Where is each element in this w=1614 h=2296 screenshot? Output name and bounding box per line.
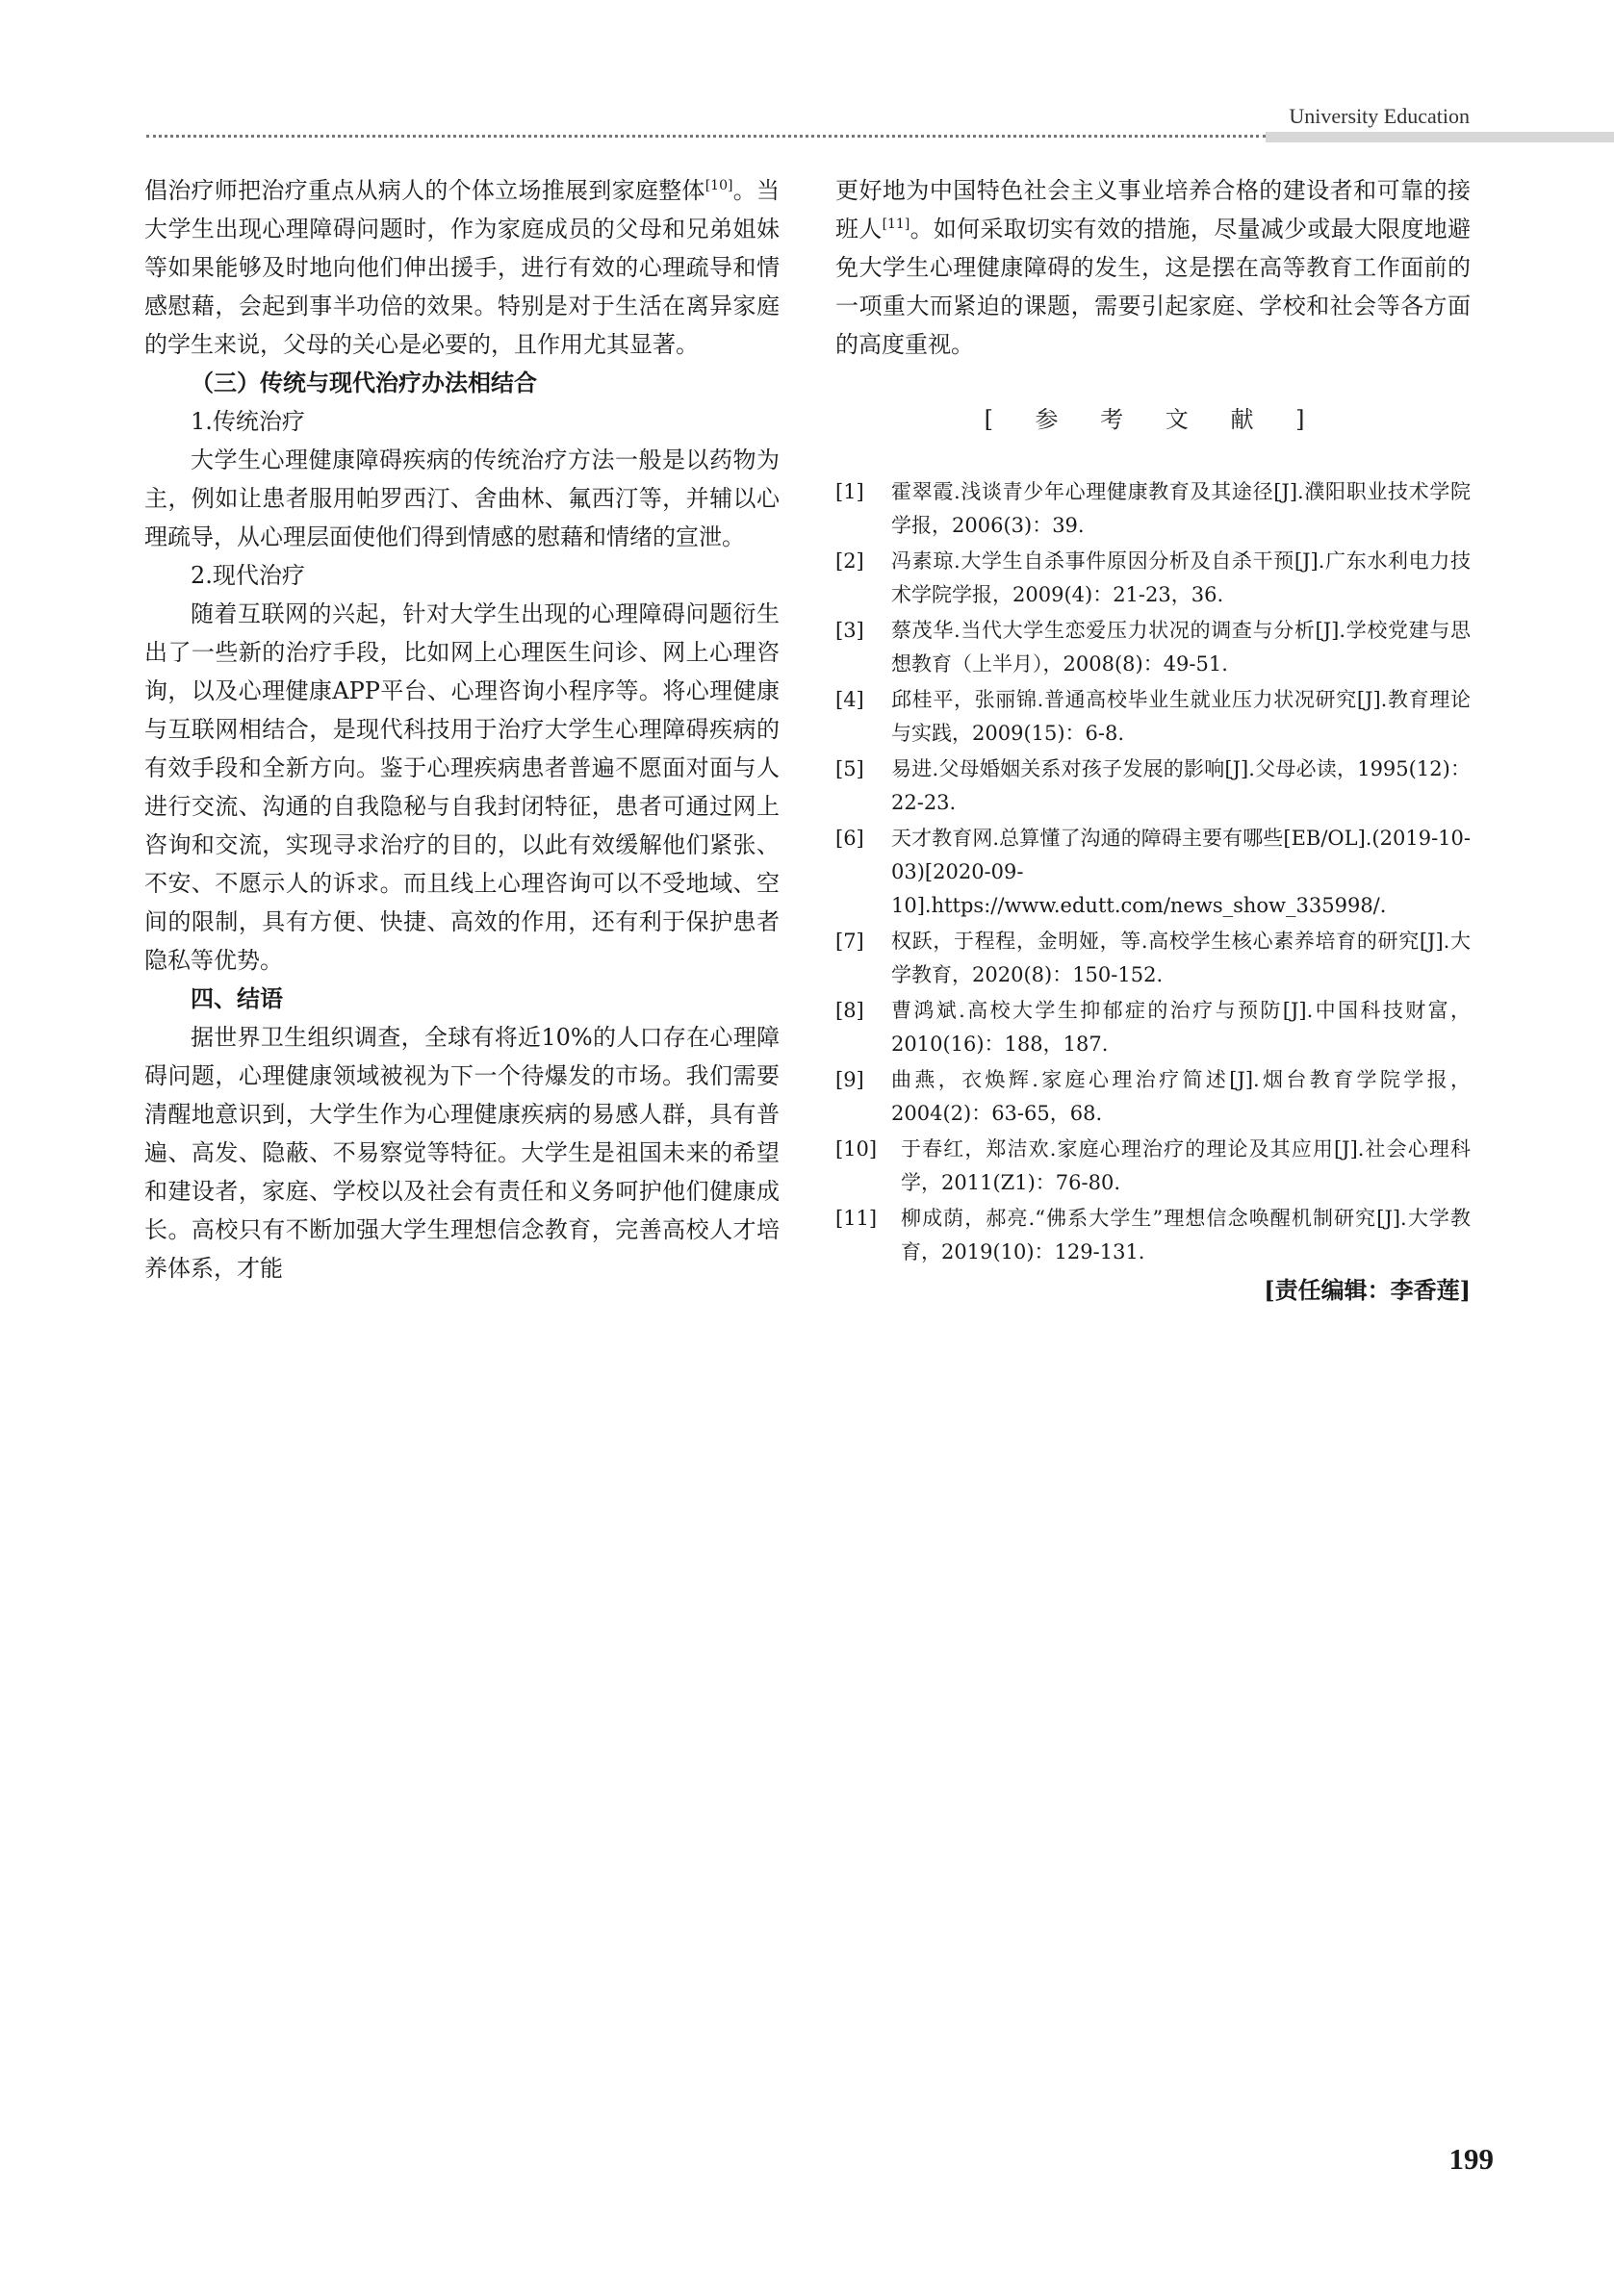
paragraph-modern-treatment: 随着互联网的兴起，针对大学生出现的心理障碍问题衍生出了一些新的治疗手段，比如网上心理医生问诊、网上心理咨询，以及心理健康APP平台、心理咨询小程序等。将心理健康与互联网相结合，是现代科技用于治疗大学生心理障碍疾病的有效手段和全新方向。鉴于心理疾病患者普遍不愿面对面与人进行交流、沟通的自我隐秘与自我封闭特征，患者可通过网上咨询和交流，实现寻求治疗的目的，以此有效缓解他们紧张、不安、不愿示人的诉求。而且线上心理咨询可以不受地域、空间的限制，具有方便、快捷、高效的作用，还有利于保护患者隐私等优势。: [144, 600, 780, 974]
reference-item: [835, 822, 1471, 923]
section-heading-conclusion: 四、结语: [191, 984, 283, 1012]
reference-item: [835, 683, 1471, 751]
reference-text: 曹鸿斌.高校大学生抑郁症的治疗与预防[J].中国科技财富，2010(16)：188，187.: [891, 999, 1471, 1056]
reference-number: [11]: [835, 1207, 878, 1230]
reference-text: 天才教育网.总算懂了沟通的障碍主要有哪些[EB/OL].(2019-10-03)[2020-09-10].https://www.edutt.com/news_show_335998/.: [891, 827, 1471, 917]
paragraph-text: 倡治疗师把治疗重点从病人的个体立场推展到家庭整体: [144, 177, 705, 204]
reference-text: 邱桂平，张丽锦.普通高校毕业生就业压力状况研究[J].教育理论与实践，2009(15)：6-8.: [891, 688, 1471, 745]
reference-list: [835, 475, 1471, 1269]
references-title: [ 参 考 文 献 ]: [984, 406, 1322, 433]
reference-number: [7]: [835, 930, 864, 953]
reference-number: [6]: [835, 827, 864, 850]
paragraph-conclusion-continued: [835, 171, 1471, 364]
reference-number: [3]: [835, 619, 864, 642]
right-column: [835, 171, 1471, 1310]
reference-item: [835, 925, 1471, 992]
reference-number: [1]: [835, 480, 864, 503]
page-number: 199: [1448, 2142, 1494, 2176]
reference-item: [835, 753, 1471, 820]
reference-text: 霍翠霞.浅谈青少年心理健康教育及其途径[J].濮阳职业技术学院学报，2006(3)：39.: [891, 480, 1471, 537]
reference-number: [10]: [835, 1137, 878, 1161]
subheading-traditional: 1.传统治疗: [191, 408, 305, 435]
header-gray-bar: [1266, 132, 1614, 142]
reference-text: 蔡茂华.当代大学生恋爱压力状况的调查与分析[J].学校党建与思想教育（上半月），2008(8)：49-51.: [891, 619, 1471, 676]
journal-name: University Education: [1289, 104, 1470, 128]
reference-item: [835, 994, 1471, 1061]
paragraph-text-rest: 。当大学生出现心理障碍问题时，作为家庭成员的父母和兄弟姐妹等如果能够及时地向他们伸出援手，进行有效的心理疏导和情感慰藉，会起到事半功倍的效果。特别是对于生活在离异家庭的学生来说，父母的关心是必要的，且作用尤其显著。: [144, 177, 781, 358]
reference-number: [2]: [835, 549, 864, 573]
reference-text: 易进.父母婚姻关系对孩子发展的影响[J].父母必读，1995(12)：22-23.: [891, 757, 1471, 814]
citation-10: [10]: [705, 178, 733, 193]
reference-number: [5]: [835, 757, 864, 780]
responsible-editor: [责任编辑：李香莲]: [1264, 1276, 1471, 1304]
reference-number: [4]: [835, 688, 864, 711]
reference-number: [8]: [835, 999, 864, 1022]
reference-item: [835, 614, 1471, 681]
header-dotted-rule: [146, 135, 1266, 138]
reference-item: [835, 475, 1471, 543]
left-column: [144, 171, 780, 1288]
paragraph-traditional-treatment: 大学生心理健康障碍疾病的传统治疗方法一般是以药物为主，例如让患者服用帕罗西汀、舍曲林、氟西汀等，并辅以心理疏导，从心理层面使他们得到情感的慰藉和情绪的宣泄。: [144, 446, 780, 550]
reference-item: [835, 1133, 1471, 1200]
reference-text: 柳成荫，郝亮.“佛系大学生”理想信念唤醒机制研究[J].大学教育，2019(10)：129-131.: [901, 1207, 1471, 1263]
reference-text: 于春红，郑洁欢.家庭心理治疗的理论及其应用[J].社会心理科学，2011(Z1)：76-80.: [901, 1137, 1471, 1194]
reference-text: 权跃，于程程，金明娅，等.高校学生核心素养培育的研究[J].大学教育，2020(8)：150-152.: [891, 930, 1471, 986]
section-heading-traditional-modern: （三）传统与现代治疗办法相结合: [191, 369, 537, 396]
reference-item: [835, 545, 1471, 612]
subheading-modern: 2.现代治疗: [191, 562, 305, 589]
reference-item: [835, 1202, 1471, 1269]
citation-11: [11]: [882, 217, 910, 232]
paragraph-text-rest: 。如何采取切实有效的措施，尽量减少或最大限度地避免大学生心理健康障碍的发生，这是摆在高等教育工作面前的一项重大而紧迫的课题，需要引起家庭、学校和社会等各方面的高度重视。: [835, 216, 1472, 358]
paragraph-family-therapy: [144, 171, 780, 364]
paragraph-conclusion: 据世界卫生组织调查，全球有将近10%的人口存在心理障碍问题，心理健康领域被视为下一个待爆发的市场。我们需要清醒地意识到，大学生作为心理健康疾病的易感人群，具有普遍、高发、隐蔽、不易察觉等特征。大学生是祖国未来的希望和建设者，家庭、学校以及社会有责任和义务呵护他们健康成长。高校只有不断加强大学生理想信念教育，完善高校人才培养体系，才能: [144, 1024, 780, 1282]
reference-item: [835, 1063, 1471, 1131]
reference-number: [9]: [835, 1068, 864, 1091]
reference-text: 冯素琼.大学生自杀事件原因分析及自杀干预[J].广东水利电力技术学院学报，2009(4)：21-23，36.: [891, 549, 1471, 606]
reference-text: 曲燕，衣焕辉.家庭心理治疗简述[J].烟台教育学院学报，2004(2)：63-65，68.: [891, 1068, 1471, 1125]
paragraph-text: 更好地为中国特色社会主义事业培养合格的建设者和可靠的接班人: [835, 177, 1471, 242]
